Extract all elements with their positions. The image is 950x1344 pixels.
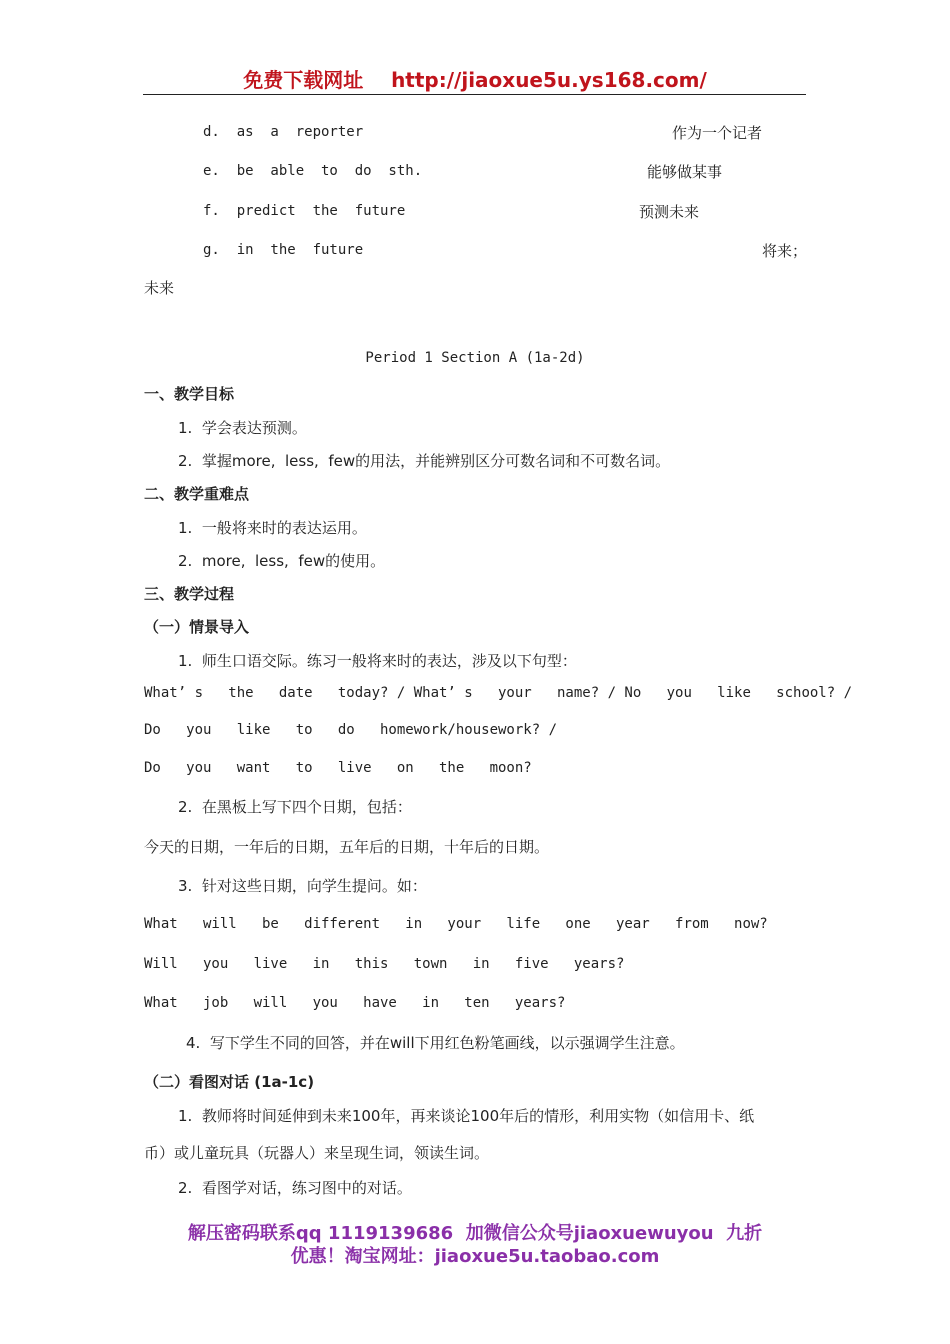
- section2-item-1: 1. 一般将来时的表达运用。: [178, 519, 367, 537]
- banner-label: 免费下载网址: [243, 68, 364, 92]
- footer-shop-line[interactable]: 优惠！淘宝网址：jiaoxue5u.taobao.com: [290, 1246, 660, 1267]
- vocab-d-zh: 作为一个记者: [672, 124, 763, 142]
- header-divider: [143, 94, 806, 95]
- download-banner: [0, 64, 950, 93]
- vocab-d-en: d. as a reporter: [203, 124, 364, 140]
- vocab-g-zh: 将来；: [762, 242, 808, 260]
- section1-item-1: 1. 学会表达预测。: [178, 419, 307, 437]
- question-line-3: Do you want to live on the moon?: [144, 760, 532, 776]
- period-title: Period 1 Section A (1a-2d): [365, 350, 585, 366]
- question-line-2: Do you like to do homework/housework? /: [144, 722, 558, 738]
- picture-step-1-wrap: 币）或儿童玩具（玩器人）来呈现生词，领读生词。: [144, 1144, 490, 1162]
- vocab-g-en: g. in the future: [203, 242, 364, 258]
- section1-heading: 一、教学目标: [144, 385, 235, 403]
- subsection-intro-heading: （一）情景导入: [144, 618, 250, 636]
- section1-item-2: 2. 掌握more, less, few的用法，并能辨别区分可数名词和不可数名词。: [178, 452, 671, 470]
- vocab-g-wrap: 未来: [144, 279, 175, 297]
- vocab-e-zh: 能够做某事: [647, 163, 723, 181]
- vocab-f-en: f. predict the future: [203, 203, 406, 219]
- process-step-2: 2. 在黑板上写下四个日期，包括：: [178, 798, 412, 816]
- footer-contact-line: 解压密码联系qq 1119139686 加微信公众号jiaoxuewuyou 九折: [187, 1223, 763, 1244]
- banner-url[interactable]: http://jiaoxue5u.ys168.com/: [391, 68, 707, 92]
- section2-item-2: 2. more, less, few的使用。: [178, 552, 386, 570]
- process-step-1: 1. 师生口语交际。练习一般将来时的表达，涉及以下句型：: [178, 652, 577, 670]
- process-step-3: 3. 针对这些日期，向学生提问。如：: [178, 877, 427, 895]
- ask-line-2: Will you live in this town in five years?: [144, 956, 625, 972]
- section2-heading: 二、教学重难点: [144, 485, 250, 503]
- section3-heading: 三、教学过程: [144, 585, 235, 603]
- subsection-picture-heading: （二）看图对话 (1a-1c): [144, 1073, 315, 1091]
- ask-line-3: What job will you have in ten years?: [144, 995, 566, 1011]
- process-step-4: 4. 写下学生不同的回答，并在will下用红色粉笔画线，以示强调学生注意。: [186, 1034, 685, 1052]
- question-line-1: What’ s the date today? / What’ s your name? / No you like school? /: [144, 685, 853, 701]
- process-step-2-detail: 今天的日期，一年后的日期，五年后的日期，十年后的日期。: [144, 838, 550, 856]
- vocab-e-en: e. be able to do sth.: [203, 163, 423, 179]
- picture-step-2: 2. 看图学对话，练习图中的对话。: [178, 1179, 412, 1197]
- ask-line-1: What will be different in your life one year from now?: [144, 916, 768, 932]
- picture-step-1: 1. 教师将时间延伸到未来100年，再来谈论100年后的情形，利用实物（如信用卡、纸: [178, 1107, 755, 1125]
- vocab-f-zh: 预测未来: [639, 203, 700, 221]
